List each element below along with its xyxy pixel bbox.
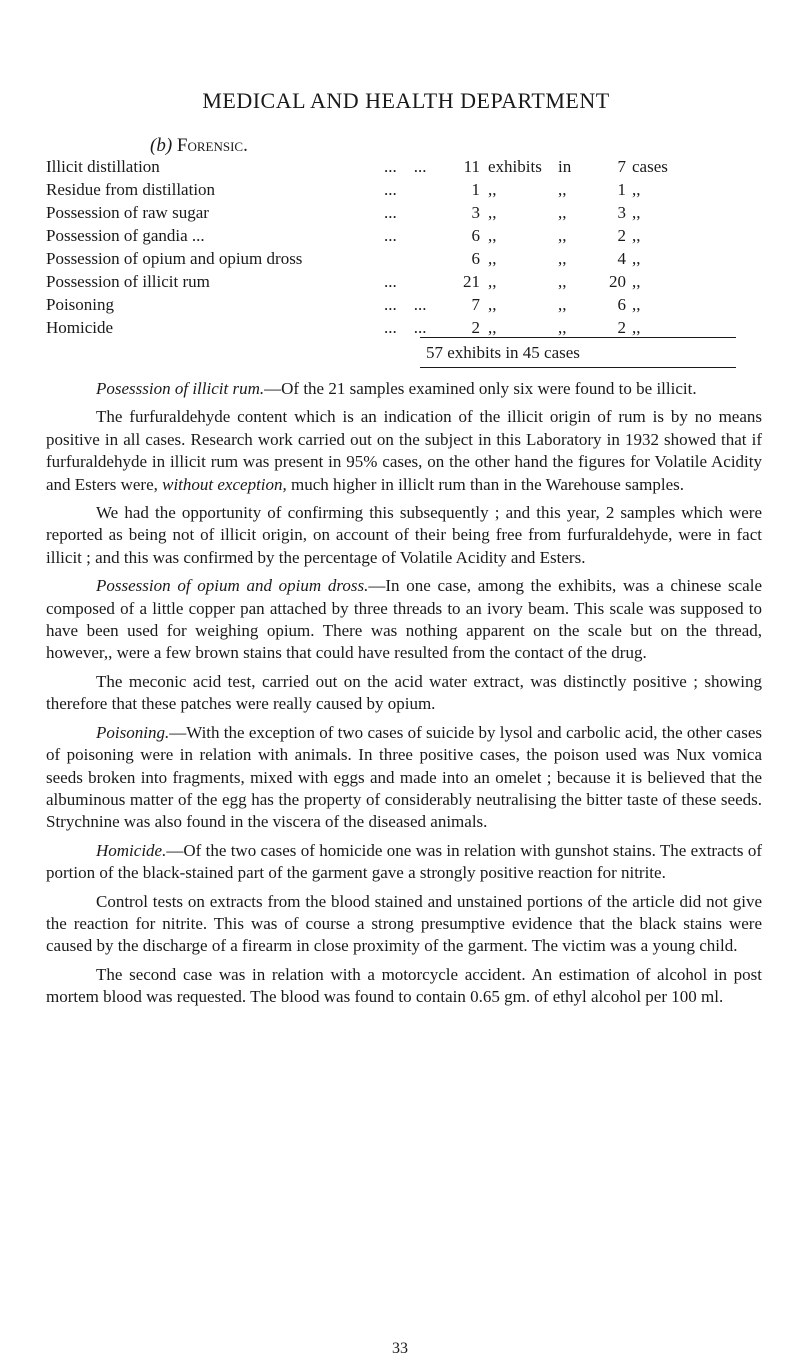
row-exhibit-count: 1 bbox=[471, 180, 480, 199]
paragraph-illicit-rum bbox=[46, 378, 762, 400]
row-leader-dots bbox=[384, 316, 456, 339]
text-homicide: —Of the two cases of homicide one was in relation with gunshot stains. The extracts of portion of the black-stained part of the garment gave a strongly positive reaction for nitrite. bbox=[46, 840, 762, 883]
row-item-label: Residue from distillation bbox=[46, 180, 216, 199]
row-cases-word: ,, bbox=[632, 318, 641, 337]
row-leader-dots bbox=[384, 293, 456, 316]
row-item-label: Illicit distillation bbox=[46, 157, 160, 176]
heading-opium: Possession of opium and opium dross. bbox=[96, 576, 369, 596]
paragraph-opium bbox=[46, 575, 762, 665]
row-exhibits-word: ,, bbox=[488, 226, 497, 245]
paragraph-control-tests: Control tests on extracts from the blood stained and unstained portions of the article did not give the reaction for nitrite. This was of course a strong presumptive evidence that the black stains were caused by the discharge of a firearm in close proximity of the garment. The victim was a young child. bbox=[46, 891, 762, 956]
table-row bbox=[46, 201, 668, 224]
table-top-rule bbox=[420, 337, 736, 338]
row-case-count: 4 bbox=[617, 249, 626, 268]
row-cases-word: cases bbox=[632, 157, 668, 176]
row-cases-word: ,, bbox=[632, 226, 641, 245]
row-in-word: in bbox=[558, 157, 572, 176]
table-row bbox=[46, 270, 668, 293]
row-exhibit-count: 3 bbox=[471, 203, 480, 222]
row-cases-word: ,, bbox=[632, 249, 641, 268]
table-row bbox=[46, 293, 668, 316]
row-exhibits-word: ,, bbox=[488, 272, 497, 291]
row-leader-dots bbox=[384, 270, 456, 293]
row-case-count: 2 bbox=[617, 226, 626, 245]
row-in-word: ,, bbox=[558, 180, 567, 199]
leader-dots: ... bbox=[384, 226, 397, 245]
text-furfuraldehyde-tail: much higher in illiclt rum than in the Warehouse samples. bbox=[291, 474, 685, 494]
row-case-count: 1 bbox=[617, 180, 626, 199]
heading-illicit-rum: Posesssion of illicit rum. bbox=[96, 379, 265, 398]
leader-dots: ... bbox=[413, 157, 427, 176]
leader-dots: ... bbox=[413, 318, 427, 337]
row-exhibit-count: 2 bbox=[471, 318, 480, 337]
row-in-word: ,, bbox=[558, 249, 567, 268]
row-cases-word: ,, bbox=[632, 203, 641, 222]
row-leader-dots bbox=[384, 155, 456, 178]
row-item-label: Possession of gandia ... bbox=[46, 226, 205, 245]
row-item-label: Possession of opium and opium dross bbox=[46, 249, 303, 268]
paragraph-homicide bbox=[46, 840, 762, 885]
text-illicit-rum: —Of the 21 samples examined only six were found to be illicit. bbox=[264, 379, 697, 398]
row-exhibit-count: 7 bbox=[471, 295, 480, 314]
text-opium: —In one case, among the exhibits, was a chinese scale composed of a little copper pan attached by three threads to an ivory beam. This scale was supposed to have been used for weighing opium. There was nothing apparent on the scale but on the thread, however,, were a few brown stains that could have resulted from the contact of the drug. bbox=[46, 576, 762, 663]
row-in-word: ,, bbox=[558, 203, 567, 222]
leader-dots: ... bbox=[413, 295, 427, 314]
row-exhibits-word: ,, bbox=[488, 295, 497, 314]
table-row bbox=[46, 224, 668, 247]
heading-poisoning: Poisoning. bbox=[96, 722, 170, 742]
page-number: 33 bbox=[392, 1340, 408, 1357]
paragraph-motorcycle: The second case was in relation with a motorcycle accident. An estimation of alcohol in post mortem blood was requested. The blood was found to contain 0.65 gm. of ethyl alcohol per 100 ml. bbox=[46, 964, 762, 1007]
table-row bbox=[46, 316, 668, 339]
table-bottom-rule bbox=[420, 367, 736, 368]
row-exhibit-count: 6 bbox=[471, 226, 480, 245]
row-item-label: Poisoning bbox=[46, 295, 115, 314]
row-case-count: 20 bbox=[609, 272, 626, 291]
heading-homicide: Homicide. bbox=[96, 840, 167, 860]
leader-dots: ... bbox=[384, 272, 397, 291]
row-leader-dots bbox=[384, 178, 456, 201]
emphasis-without-exception: without exception, bbox=[162, 474, 287, 494]
leader-dots: ... bbox=[384, 157, 397, 176]
row-in-word: ,, bbox=[558, 318, 567, 337]
table-row bbox=[46, 155, 668, 178]
row-in-word: ,, bbox=[558, 295, 567, 314]
row-exhibits-word: ,, bbox=[488, 180, 497, 199]
leader-dots: ... bbox=[384, 295, 397, 314]
leader-dots: ... bbox=[384, 180, 397, 199]
row-leader-dots bbox=[384, 201, 456, 224]
row-leader-dots bbox=[384, 247, 456, 270]
table-row bbox=[46, 178, 668, 201]
table-row bbox=[46, 247, 668, 270]
row-in-word: ,, bbox=[558, 226, 567, 245]
row-item-label: Possession of illicit rum bbox=[46, 272, 210, 291]
row-case-count: 2 bbox=[617, 318, 626, 337]
row-in-word: ,, bbox=[558, 272, 567, 291]
section-name: Forensic. bbox=[176, 135, 248, 156]
leader-dots: ... bbox=[384, 318, 397, 337]
row-item-label: Possession of raw sugar bbox=[46, 203, 209, 222]
row-cases-word: ,, bbox=[632, 295, 641, 314]
row-exhibit-count: 21 bbox=[463, 272, 480, 291]
body-text bbox=[46, 378, 762, 1015]
text-poisoning: —With the exception of two cases of suicide by lysol and carbolic acid, the other cases of poisoning were in relation with animals. In three positive cases, the poison used was Nux vomica seeds broken into fragments, mixed with eggs and made into an omelet ; because it is believed that the albuminous matter of the egg has the property of considerably neutralising the bitter taste of these seeds. Strychnine was also found in the viscera of the diseased animals. bbox=[46, 722, 762, 832]
row-item-label: Homicide bbox=[46, 318, 114, 337]
row-cases-word: ,, bbox=[632, 180, 641, 199]
paragraph-confirmation: We had the opportunity of confirming this subsequently ; and this year, 2 samples which were reported as being not of illicit origin, on account of their being free from furfuraldehyde, were in fact illicit ; and this was confirmed by the percentage of Volatile Acidity and Esters. bbox=[46, 503, 762, 567]
row-exhibits-word: ,, bbox=[488, 203, 497, 222]
paragraph-meconic-acid: The meconic acid test, carried out on the acid water extract, was distinctly positive ; showing therefore that these patches were really caused by opium. bbox=[46, 671, 762, 714]
exhibits-table bbox=[46, 155, 668, 339]
row-case-count: 7 bbox=[617, 157, 626, 176]
row-exhibit-count: 6 bbox=[471, 249, 480, 268]
section-letter: (b) bbox=[150, 135, 173, 156]
leader-dots: ... bbox=[384, 203, 397, 222]
paragraph-furfuraldehyde bbox=[46, 406, 762, 496]
row-exhibits-word: ,, bbox=[488, 318, 497, 337]
page-title: MEDICAL AND HEALTH DEPARTMENT bbox=[202, 88, 610, 113]
table-total: 57 exhibits in 45 cases bbox=[426, 343, 580, 362]
row-case-count: 3 bbox=[617, 203, 626, 222]
row-exhibits-word: exhibits bbox=[488, 157, 542, 176]
section-heading bbox=[150, 135, 248, 157]
row-exhibits-word: ,, bbox=[488, 249, 497, 268]
row-exhibit-count: 11 bbox=[463, 157, 480, 176]
row-cases-word: ,, bbox=[632, 272, 641, 291]
text-furfuraldehyde: The furfuraldehyde content which is an indication of the illicit origin of rum is by no means positive in all cases. Research work carried out on the subject in this Laboratory in 1932 showed that if furfuraldehyde in illicit rum was present in 95% cases, on the other hand the figures for Volatile Acidity and Esters were, bbox=[46, 407, 762, 494]
row-case-count: 6 bbox=[617, 295, 626, 314]
row-leader-dots bbox=[384, 224, 456, 247]
paragraph-poisoning bbox=[46, 722, 762, 834]
